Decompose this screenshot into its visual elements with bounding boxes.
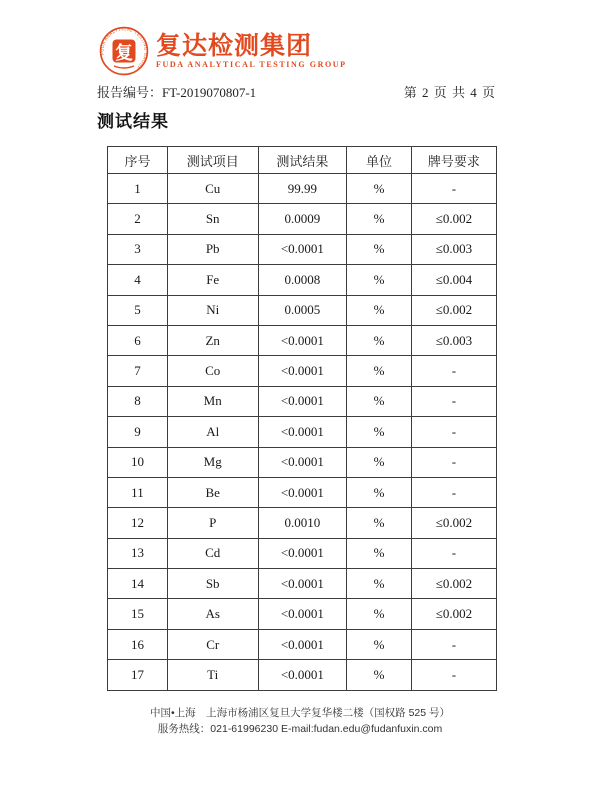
table-row	[108, 538, 497, 568]
table-cell: 11	[108, 477, 168, 507]
table-row	[108, 356, 497, 386]
page-indicator: 第 2 页 共 4 页	[403, 85, 496, 100]
report-footer	[0, 705, 600, 737]
table-row	[108, 265, 497, 295]
table-cell: %	[347, 265, 412, 295]
table-row	[108, 417, 497, 447]
table-cell: %	[347, 508, 412, 538]
table-row	[108, 325, 497, 355]
table-row	[108, 447, 497, 477]
table-row	[108, 174, 497, 204]
table-cell: 10	[108, 447, 168, 477]
table-cell: Sb	[167, 569, 258, 599]
table-cell: 16	[108, 629, 168, 659]
section-title: 测试结果	[97, 112, 169, 131]
table-cell: 2	[108, 204, 168, 234]
table-cell: <0.0001	[258, 629, 347, 659]
table-cell: %	[347, 174, 412, 204]
results-table	[107, 146, 497, 691]
table-cell: ≤0.002	[411, 204, 496, 234]
table-cell: Cr	[167, 629, 258, 659]
table-cell: -	[411, 356, 496, 386]
table-cell: %	[347, 417, 412, 447]
table-row	[108, 508, 497, 538]
table-cell: Fe	[167, 265, 258, 295]
column-header: 牌号要求	[411, 147, 496, 174]
footer-hotline: 服务热线：021-61996230 E-mail:fudan.edu@fudanfuxin.com	[157, 723, 443, 735]
table-cell: 6	[108, 325, 168, 355]
table-header-row	[108, 147, 497, 174]
table-cell: Cu	[167, 174, 258, 204]
table-cell: 1	[108, 174, 168, 204]
table-cell: <0.0001	[258, 447, 347, 477]
table-cell: Be	[167, 477, 258, 507]
table-cell: ≤0.002	[411, 569, 496, 599]
table-cell: 12	[108, 508, 168, 538]
table-cell: ≤0.003	[411, 325, 496, 355]
table-cell: 4	[108, 265, 168, 295]
table-cell: Ni	[167, 295, 258, 325]
table-cell: %	[347, 569, 412, 599]
company-name-en: FUDA ANALYTICAL TESTING GROUP	[156, 59, 347, 69]
column-header: 测试结果	[258, 147, 347, 174]
table-cell: %	[347, 204, 412, 234]
table-cell: <0.0001	[258, 660, 347, 690]
table-cell: %	[347, 295, 412, 325]
table-cell: -	[411, 386, 496, 416]
table-cell: -	[411, 660, 496, 690]
table-cell: ≤0.002	[411, 295, 496, 325]
table-cell: %	[347, 660, 412, 690]
table-cell: ≤0.002	[411, 599, 496, 629]
table-cell: -	[411, 447, 496, 477]
table-cell: %	[347, 325, 412, 355]
table-cell: <0.0001	[258, 356, 347, 386]
table-cell: <0.0001	[258, 325, 347, 355]
table-cell: <0.0001	[258, 417, 347, 447]
table-cell: -	[411, 477, 496, 507]
report-number-value: FT-2019070807-1	[162, 85, 257, 100]
table-row	[108, 204, 497, 234]
table-cell: %	[347, 447, 412, 477]
table-cell: %	[347, 356, 412, 386]
brand-text	[156, 33, 347, 70]
table-cell: Mn	[167, 386, 258, 416]
column-header: 测试项目	[167, 147, 258, 174]
table-cell: %	[347, 599, 412, 629]
table-cell: 13	[108, 538, 168, 568]
table-cell: 5	[108, 295, 168, 325]
table-cell: ≤0.003	[411, 234, 496, 264]
table-cell: ≤0.004	[411, 265, 496, 295]
table-cell: %	[347, 629, 412, 659]
table-cell: <0.0001	[258, 569, 347, 599]
table-row	[108, 386, 497, 416]
table-cell: As	[167, 599, 258, 629]
table-cell: 0.0009	[258, 204, 347, 234]
table-cell: Co	[167, 356, 258, 386]
table-row	[108, 569, 497, 599]
table-cell: 7	[108, 356, 168, 386]
table-cell: 15	[108, 599, 168, 629]
table-cell: 0.0005	[258, 295, 347, 325]
company-name-cn: 复达检测集团	[156, 31, 313, 60]
table-cell: 14	[108, 569, 168, 599]
svg-text:复: 复	[115, 43, 133, 63]
table-cell: Mg	[167, 447, 258, 477]
table-row	[108, 477, 497, 507]
table-row	[108, 599, 497, 629]
table-row	[108, 629, 497, 659]
table-cell: Ti	[167, 660, 258, 690]
report-number-label: 报告编号：	[97, 85, 163, 100]
table-cell: -	[411, 417, 496, 447]
table-cell: %	[347, 234, 412, 264]
table-cell: Cd	[167, 538, 258, 568]
report-number	[97, 82, 256, 101]
table-cell: <0.0001	[258, 538, 347, 568]
table-cell: %	[347, 538, 412, 568]
table-cell: ≤0.002	[411, 508, 496, 538]
table-cell: <0.0001	[258, 386, 347, 416]
table-cell: 0.0010	[258, 508, 347, 538]
table-cell: %	[347, 386, 412, 416]
table-cell: 0.0008	[258, 265, 347, 295]
table-row	[108, 660, 497, 690]
table-cell: 17	[108, 660, 168, 690]
table-cell: <0.0001	[258, 599, 347, 629]
table-cell: -	[411, 629, 496, 659]
column-header: 序号	[108, 147, 168, 174]
table-cell: Sn	[167, 204, 258, 234]
table-cell: 9	[108, 417, 168, 447]
footer-address: 中国•上海 上海市杨浦区复旦大学复华楼二楼（国权路 525 号）	[149, 707, 451, 719]
table-cell: -	[411, 174, 496, 204]
fuda-circular-seal-icon	[99, 26, 149, 76]
svg-text:FUDA ANALYTICAL TESTING GROUP: FUDA ANALYTICAL TESTING GROUP	[99, 26, 149, 71]
table-cell: Pb	[167, 234, 258, 264]
table-row	[108, 234, 497, 264]
report-header	[99, 26, 347, 76]
table-cell: P	[167, 508, 258, 538]
column-header: 单位	[347, 147, 412, 174]
table-cell: Zn	[167, 325, 258, 355]
table-row	[108, 295, 497, 325]
table-cell: 99.99	[258, 174, 347, 204]
table-cell: -	[411, 538, 496, 568]
table-cell: 3	[108, 234, 168, 264]
table-cell: Al	[167, 417, 258, 447]
table-cell: <0.0001	[258, 477, 347, 507]
table-cell: <0.0001	[258, 234, 347, 264]
report-meta-row	[97, 82, 496, 101]
table-cell: 8	[108, 386, 168, 416]
table-cell: %	[347, 477, 412, 507]
